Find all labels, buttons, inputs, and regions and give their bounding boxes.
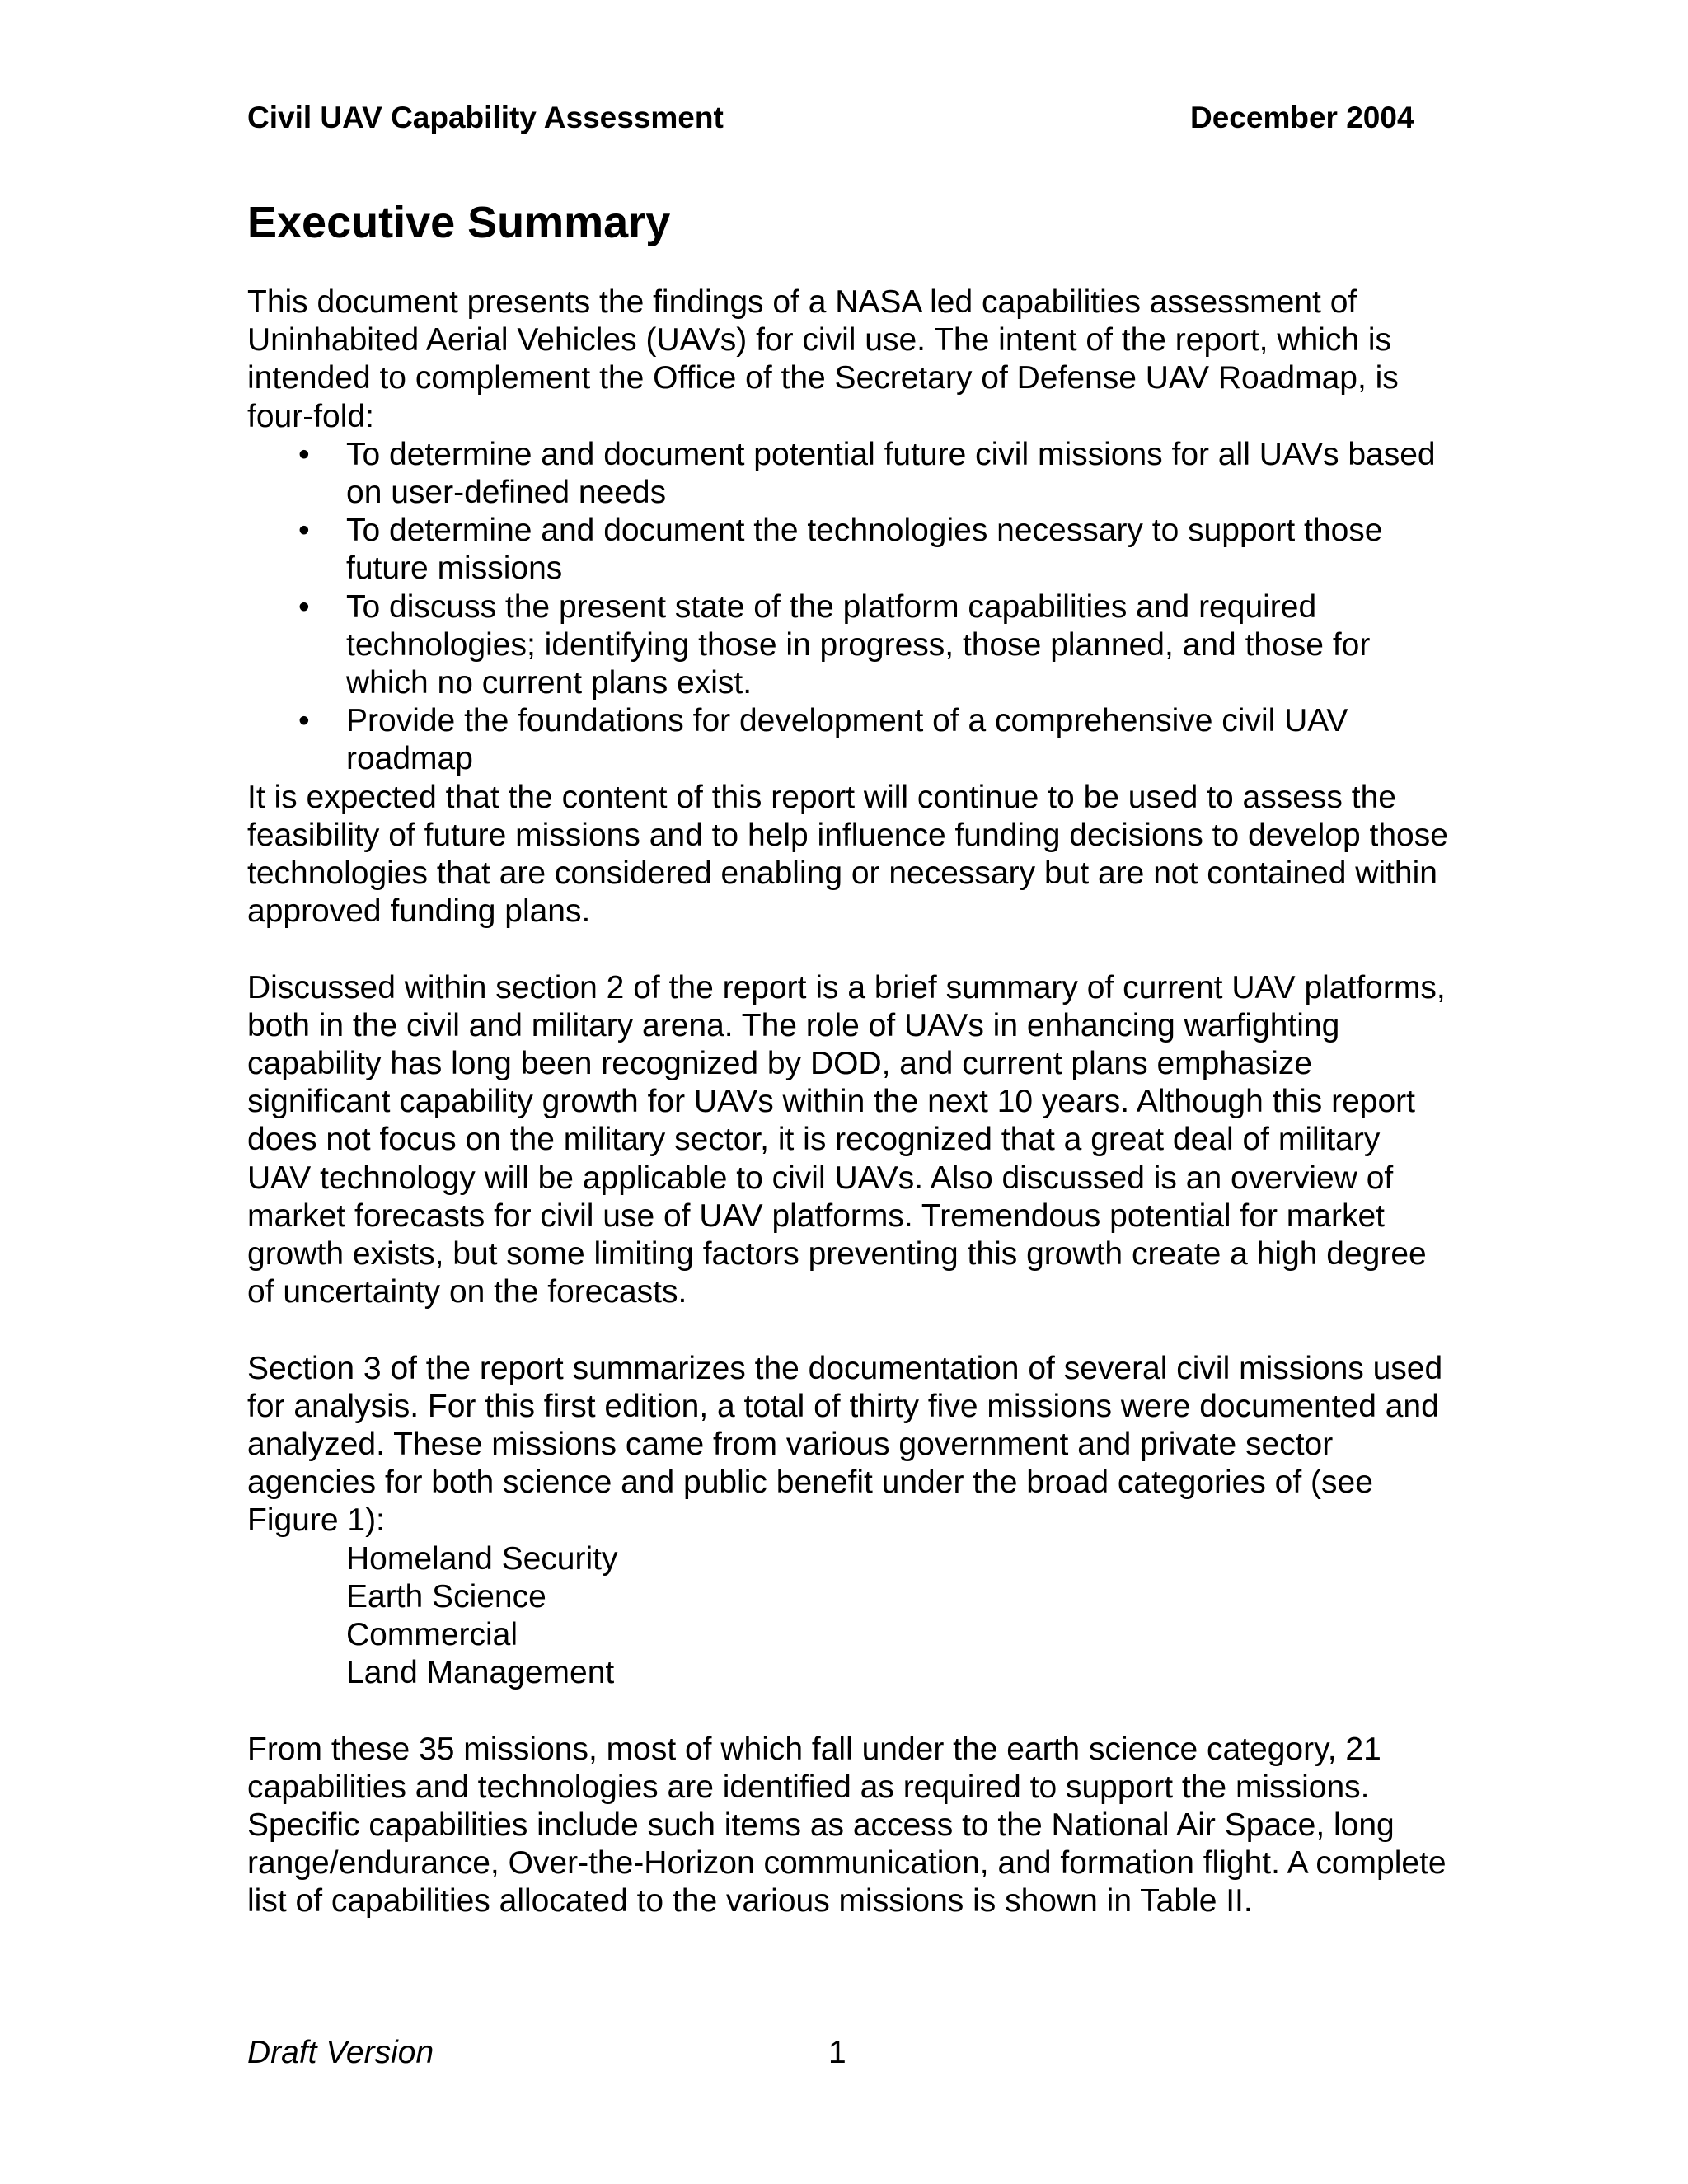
objectives-list	[247, 436, 1451, 779]
list-item: • To determine and document potential future civil missions for all UAVs based on user-defined needs	[247, 436, 1451, 512]
running-header-date: December 2004	[1190, 101, 1414, 134]
document-body	[247, 284, 1451, 1921]
category-item: Land Management	[346, 1655, 615, 1691]
paragraph-spacer	[247, 1311, 1451, 1349]
expectation-paragraph: It is expected that the content of this report will continue to be used to assess the feasibility of future missions and to help influence funding decisions to develop those technologies that are considered enabling or necessary but are not contained within approved funding plans.	[247, 779, 1448, 930]
intro-paragraph: This document presents the findings of a NASA led capabilities assessment of Uninhabited Aerial Vehicles (UAVs) for civil use. The intent of the report, which is intended to complement the Office of the Secretary of Defense UAV Roadmap, is four-fold:	[247, 284, 1399, 434]
paragraph-spacer	[247, 930, 1451, 968]
footer-version: Draft Version	[247, 2035, 434, 2070]
page-number: 1	[828, 2035, 846, 2070]
page-title: Executive Summary	[247, 198, 671, 247]
section3-paragraph: Section 3 of the report summarizes the documentation of several civil missions used for analysis. For this first edition, a total of thirty five missions were documented and analyzed. These missions came from various government and private sector agencies for both science and public benefit under the broad categories of (see Figure 1):	[247, 1350, 1443, 1539]
list-item: • To discuss the present state of the platform capabilities and required technologies; identifying those in progress, those planned, and those for which no current plans exist.	[247, 588, 1451, 703]
list-item: • To determine and document the technologies necessary to support those future missions	[247, 512, 1451, 588]
section2-paragraph: Discussed within section 2 of the report is a brief summary of current UAV platforms, both in the civil and military arena. The role of UAVs in enhancing warfighting capability has long been recognized by DOD, and current plans emphasize significant capability growth for UAVs within the next 10 years. Although this report does not focus on the military sector, it is recognized that a great deal of military UAV technology will be applicable to civil UAVs. Also discussed is an overview of market forecasts for civil use of UAV platforms. Tremendous potential for market growth exists, but some limiting factors preventing this growth create a high degree of uncertainty on the forecasts.	[247, 969, 1446, 1310]
capabilities-paragraph: From these 35 missions, most of which fall under the earth science category, 21 capabilities and technologies are identified as required to support the missions. Specific capabilities include such items as access to the National Air Space, long range/endurance, Over-the-Horizon communication, and formation flight. A complete list of capabilities allocated to the various missions is shown in Table II.	[247, 1731, 1447, 1919]
category-item: Homeland Security	[346, 1540, 618, 1577]
running-header-title: Civil UAV Capability Assessment	[247, 101, 724, 134]
list-item: • Provide the foundations for development of a comprehensive civil UAV roadmap	[247, 702, 1451, 778]
category-item: Earth Science	[346, 1578, 546, 1615]
paragraph-spacer	[247, 1692, 1451, 1730]
category-item: Commercial	[346, 1617, 518, 1653]
